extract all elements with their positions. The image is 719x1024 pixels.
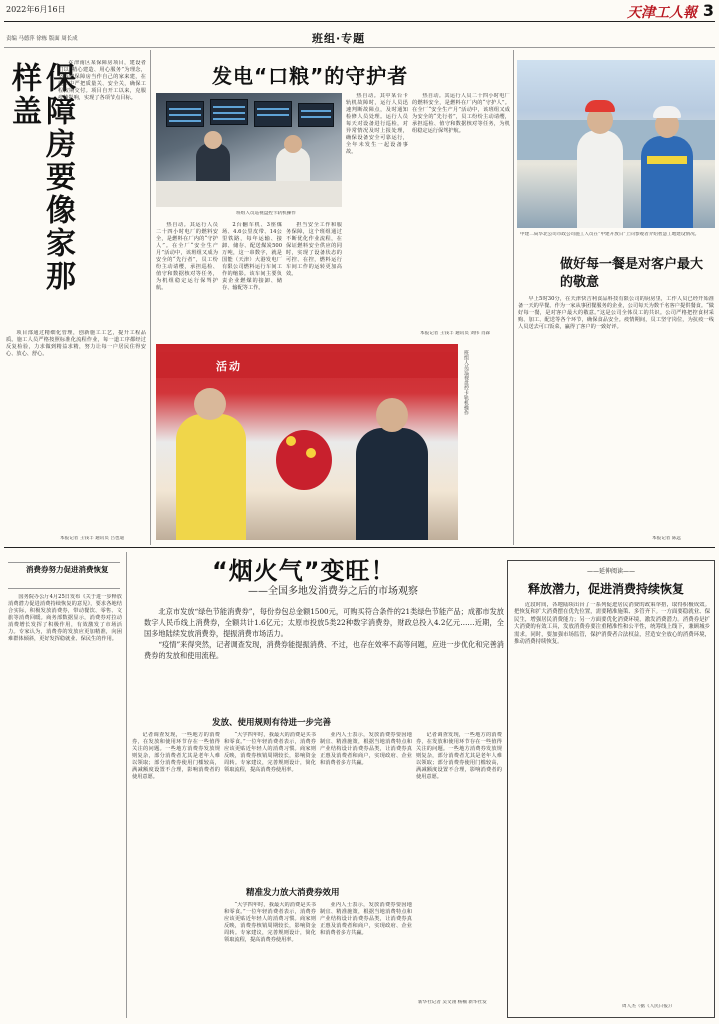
sidebar-headline: 释放潜力，促进消费持续恢复 <box>528 582 685 596</box>
story2-column-1: 在津南区某保障房项目，建设者们以“精心建造、用心服务”为理念，坚持把保障房当作自己的家来建，在施工中严把质量关、安全关，确保工程按期交付。项目自开工以来，克服疫情影响，实现了各项节点目标。 <box>58 60 146 101</box>
main-headline: “烟火气”变旺！ <box>212 557 396 585</box>
lower-section-rule <box>4 547 715 548</box>
story3-byline: 本报记者 陈远 <box>652 536 682 541</box>
newspaper-logo: 天津工人報 <box>627 5 697 21</box>
story1-headline: 发电“口粮”的守护者 <box>212 64 409 88</box>
story1-column-2: 2台翻车机、3座煤场、4.6公里皮带、14公里铁路，每年运输、接卸、储存、配送煤炭500万吨，这一串数字，就是国能（天津）大港发电厂有限公司燃料运行车间工作的缩影。该车间主要负责企业燃煤的接卸、储存、输配等工作。 <box>222 222 282 291</box>
story3-body: 早上5时30分，在天津快吉利食品科技有限公司的厨房里，工作人员已经开始准备一天的早餐。作为一家从事团餐服务的企业，公司每天为数千名客户提供餐食。“做好每一餐，是对客户最大的敬意。”这是公司全体员工的共识。公司严格把控食材采购、加工、配送等各个环节，确保食品安全。疫情期间，员工坚守岗位，为抗疫一线人员送去可口饭菜，赢得了客户的一致好评。 <box>518 296 714 330</box>
story3-headline: 做好每一餐是对客户最大的敬意 <box>560 257 704 290</box>
section-rule <box>4 47 715 48</box>
sidebar-body: 近段时间，各地陆续出台了一系列促进居民消费的政策举措，取得积极成效。把恢复和扩大消费摆在优先位置，需要精准施策、多管齐下。一方面要稳就业、保民生，增强居民消费能力；另一方面要优化消费环境，激发消费潜力。消费券是扩大消费的有效工具，发放消费券要注重精准性和公平性，统筹线上线下，兼顾城乡需求。同时，要加强市场监管，保护消费者合法权益，营造安全放心的消费环境，推动消费持续恢复。 <box>514 602 710 646</box>
editor-credits: 责编 马德萍 徐栋 版面 周长成 <box>6 36 78 42</box>
story1-byline: 本报记者 王钱丰 通讯员 刘伟 肖森 <box>420 331 491 336</box>
story2-divider <box>150 50 151 545</box>
main-subtitle: ——全国多地发消费券之后的市场观察 <box>248 586 418 597</box>
issue-date: 2022年6月16日 <box>6 5 66 14</box>
main-column-4: 记者调查发现，一些地方的消费券，在发放和使用环节存在一些值得关注的问题。一些地方消费券发放规则复杂，部分消费者尤其是老年人难以领取；部分消费券使用门槛较高，满减额度设置不合理，影响消费者的使用意愿。 <box>416 732 502 780</box>
story2-headline: 保障房要像家那样盖 <box>6 62 75 293</box>
masthead-rule <box>4 21 715 22</box>
main-column-3: 业内人士表示，发放消费券要因地制宜、精准施策，根据当地消费特点和产业结构设计消费券品类，让消费券真正惠及消费者和商户，实现政府、企业和消费者多方共赢。 <box>320 732 412 766</box>
main-column-5: “大学四年时，我最大的消费是买书和零食。”一位年轻消费者表示，消费券应该更贴近年轻人的消费习惯。商家则反映，消费券核销周期较长，影响资金周转。专家建议，完善规则设计，简化领取流程，提高消费券使用率。 <box>224 902 316 943</box>
event-banner: 活动 <box>156 352 458 378</box>
sidebar-byline: 周人杰（据《人民日报》） <box>622 1004 675 1009</box>
story2-column-2: 项目部通过精细化管理，创新施工工艺，提升工程品质。施工人员严格按照标准化流程作业，每一道工序都经过反复检验，力求做到精益求精，努力让每一户居民住得安心、放心、舒心。 <box>6 330 146 357</box>
control-room-photo <box>156 93 342 207</box>
story4-bottom-rule <box>8 588 120 589</box>
related-reading-tag: ——延伸阅读—— <box>586 568 635 575</box>
page-number: 3 <box>702 1 714 20</box>
main-lead: 北京市发放“绿色节能消费券”，每份券包总金额1500元，可购买符合条件的21类绿色节能产品；成都市发放数字人民币线上消费券，全额共计1.6亿元；太原市投放5类22种数字消费券，财政总投入4.2亿元……近期，全国多地陆续发放消费券，提振消费市场活力。 “疫情”来得突然，记者调查发现，消费券能提振消费、不过，也存在效率不高等问题，应进一步优化和完善消费券的发放和使用流程。 <box>144 607 504 660</box>
construction-workers-photo <box>517 60 715 228</box>
story3-caption: 中建二局华北公司市政公司施工人员在“中建开放日”上向参观者介绍智慧工地建设情况。 <box>520 232 700 237</box>
story1-column-3: 担当安全工作和服务保障，这个班组通过不断优化作业流程，在保证燃料安全供应的同时，实现了设备状态的可控、在控，燃料运行车间工作的运转更加高效。 <box>286 222 342 277</box>
story4-headline: 消费券努力促进消费恢复 <box>26 565 109 574</box>
main-subhead-2: 精准发力放大消费券效用 <box>246 888 340 898</box>
main-byline: 新华社记者 吴文诩 杨楠 新华社发 <box>418 1000 487 1005</box>
main-column-1: 记者调查发现，一些地方的消费券，在发放和使用环节存在一些值得关注的问题。一些地方消费券发放规则复杂，部分消费者尤其是老年人难以领取；部分消费券使用门槛较高，满减额度设置不合理，影响消费者的使用意愿。 <box>132 732 220 780</box>
story4-divider <box>126 552 127 1018</box>
story2-byline: 本报记者 王钱丰 通讯员 吕也迪 <box>60 536 125 541</box>
story1-column-4: 热自动。其中某台卡轨机故障时，运行人员迅速判断故障点，及时通知检修人员处理。运行人员每天对设备进行巡检，对异常情况及时上报处理，确保设备安全可靠运行，全年未发生一起设备事故。 <box>346 93 408 155</box>
story4-top-rule <box>8 562 120 563</box>
main-subhead-1: 发放、使用规则有待进一步完善 <box>212 718 332 728</box>
story4-body: 国务院办公厅4月25日发布《关于进一步释放消费潜力促进消费持续恢复的意见》，要求各地结合实际，积极发放消费券，带动餐饮、零售、文旅等消费回暖。商务部数据显示，消费券对拉动消费增长发挥了积极作用，有效激发了市场活力。专家认为，消费券的发放应更加精准，向困难群体倾斜，更好发挥稳就业、保民生的作用。 <box>8 594 122 642</box>
section-title: 班组·专题 <box>312 32 366 45</box>
story1-column-1: 热自动。其运行人员二十四小时电厂的燃料安全，是燃料在厂内的“守护人”。在全厂“安全生产月”活动中，该班组又成为安全的“先行者”，员工纷纷主动请缨，承担巡检、值守和数据核对等任务，为机组稳定运行保驾护航。 <box>156 222 218 291</box>
story3-divider <box>513 50 514 545</box>
story1-column-5: 热自动。其运行人员二十四小时电厂的燃料安全，是燃料在厂内的“守护人”。在全厂“安全生产月”活动中，该班组又成为安全的“先行者”，员工纷纷主动请缨，承担巡检、值守和数据核对等任务，为机组稳定运行保驾护航。 <box>412 93 510 134</box>
story1-caption: 班组人员巡视盘控卡轨机操作 <box>236 211 296 216</box>
story1-photo-caption: 班组人员巡视盘控卡轨机操作 <box>463 350 469 415</box>
main-column-6: 业内人士表示，发放消费券要因地制宜、精准施策，根据当地消费特点和产业结构设计消费券品类，让消费券真正惠及消费者和商户，实现政府、企业和消费者多方共赢。 <box>320 902 412 936</box>
main-column-2: “大学四年时，我最大的消费是买书和零食。”一位年轻消费者表示，消费券应该更贴近年轻人的消费习惯。商家则反映，消费券核销周期较长，影响资金周转。专家建议，完善规则设计，简化领取流程，提高消费券使用率。 <box>224 732 316 773</box>
award-ceremony-photo <box>156 344 458 540</box>
